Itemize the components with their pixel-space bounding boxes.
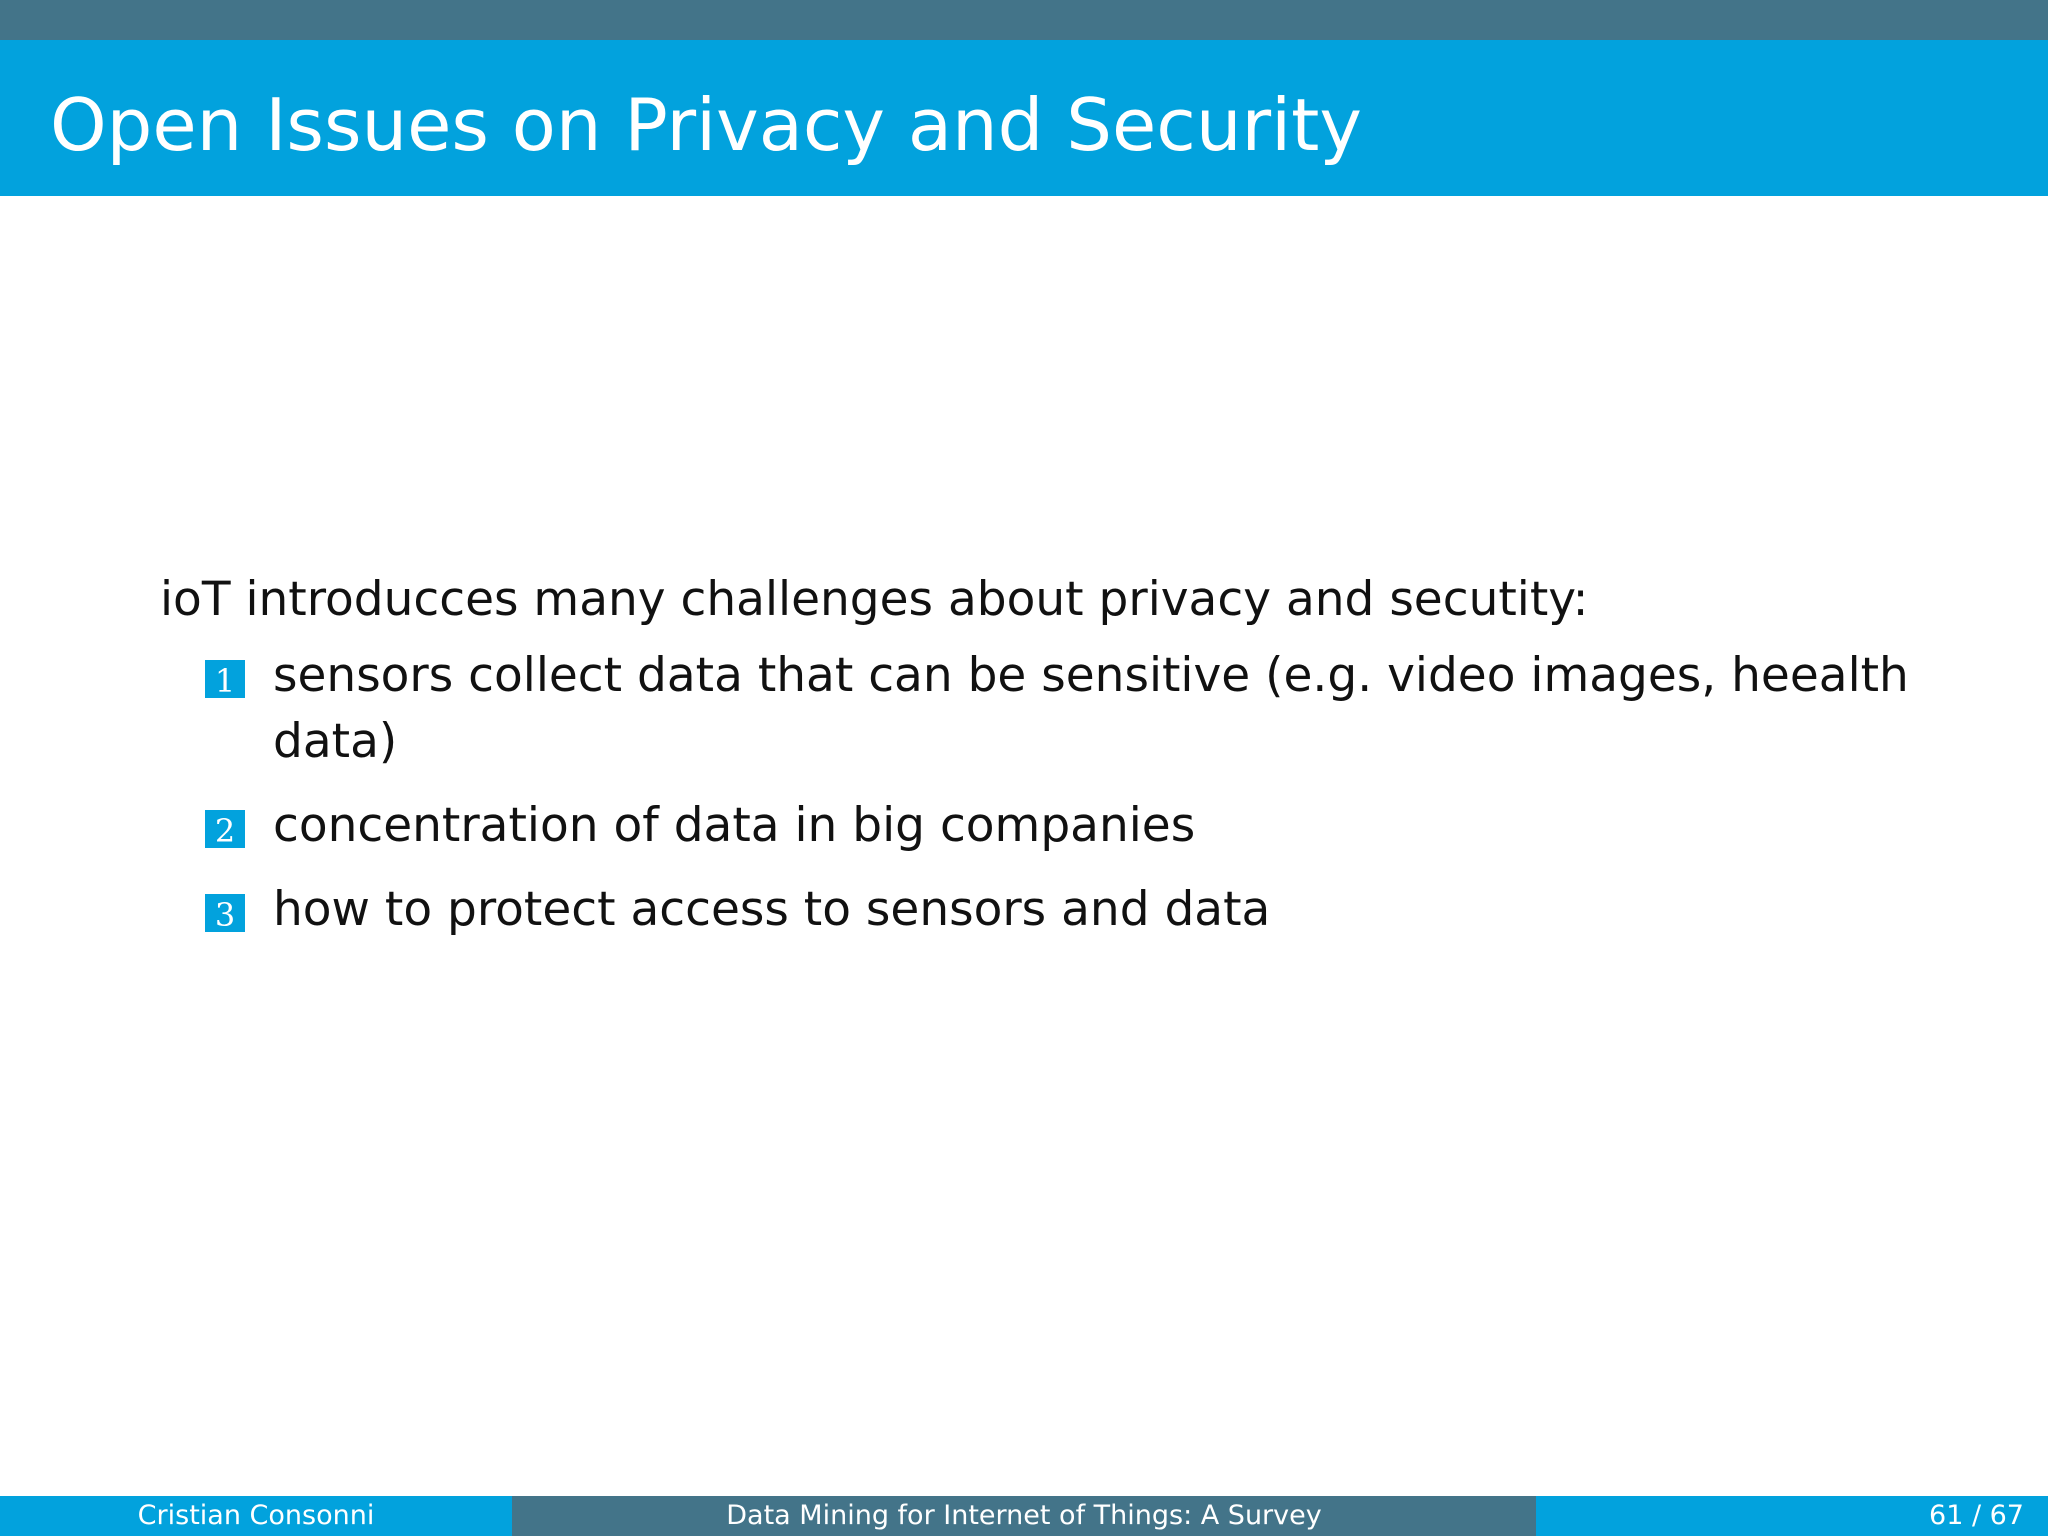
list-item-text: sensors collect data that can be sensitive (e.g. video images, heealth data) xyxy=(273,648,1909,769)
list-item-text: concentration of data in big companies xyxy=(273,798,1196,853)
footer-page-number: 61 / 67 xyxy=(1536,1496,2048,1536)
slide-title: Open Issues on Privacy and Security xyxy=(50,83,1362,167)
footer-talk-title: Data Mining for Internet of Things: A Survey xyxy=(512,1496,1536,1536)
header-top-strip xyxy=(0,0,2048,40)
footer-bar xyxy=(0,1496,2048,1536)
list-number-badge: 2 xyxy=(205,810,245,848)
list-item-2 xyxy=(160,793,1920,859)
intro-text: ioT introducces many challenges about privacy and secutity: xyxy=(160,572,1589,627)
slide-content xyxy=(160,565,1920,961)
numbered-list xyxy=(160,643,1920,943)
footer-author: Cristian Consonni xyxy=(0,1496,512,1536)
list-item-3 xyxy=(160,877,1920,943)
list-item-1 xyxy=(160,643,1920,775)
list-number-badge: 3 xyxy=(205,894,245,932)
list-item-text: how to protect access to sensors and data xyxy=(273,882,1271,937)
list-number-badge: 1 xyxy=(205,660,245,698)
